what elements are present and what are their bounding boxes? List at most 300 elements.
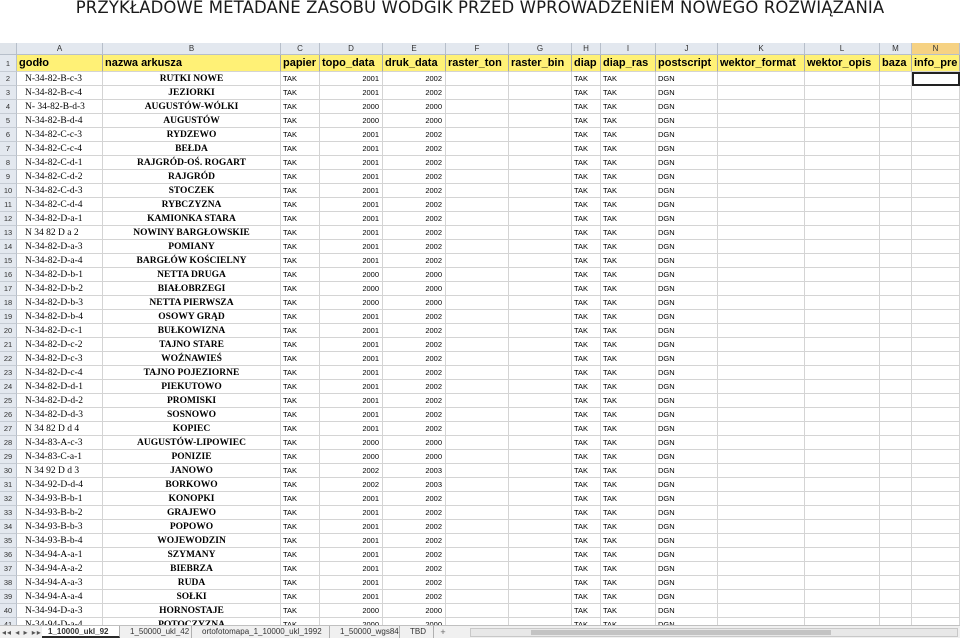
column-header-j[interactable]: J (656, 43, 718, 55)
cell[interactable]: 2000 (383, 296, 446, 310)
cell[interactable]: DGN (656, 548, 718, 562)
cell[interactable]: TAK (572, 534, 601, 548)
cell[interactable] (805, 184, 880, 198)
cell[interactable] (805, 380, 880, 394)
cell[interactable] (805, 240, 880, 254)
cell[interactable] (509, 226, 572, 240)
cell[interactable]: SZYMANY (103, 548, 281, 562)
header-cell-12[interactable]: wektor_opis (805, 55, 880, 72)
header-cell-5[interactable]: druk_data (383, 55, 446, 72)
cell[interactable]: NETTA PIERWSZA (103, 296, 281, 310)
cell[interactable] (446, 562, 509, 576)
cell[interactable]: 2002 (383, 240, 446, 254)
cell[interactable] (912, 268, 960, 282)
column-header-n[interactable]: N (912, 43, 960, 55)
cell[interactable] (509, 562, 572, 576)
cell[interactable] (446, 240, 509, 254)
cell[interactable] (718, 478, 805, 492)
cell[interactable]: TAK (572, 100, 601, 114)
cell[interactable]: TAK (572, 324, 601, 338)
cell[interactable] (880, 86, 912, 100)
cell[interactable]: N-34-82-C-d-2 (17, 170, 103, 184)
cell[interactable]: TAK (281, 534, 320, 548)
cell[interactable]: 2002 (383, 492, 446, 506)
cell[interactable] (509, 352, 572, 366)
sheet-tab-4[interactable]: 1_50000_wgs84 (334, 626, 400, 638)
cell[interactable]: DGN (656, 86, 718, 100)
cell[interactable] (446, 114, 509, 128)
row-number[interactable]: 3 (0, 86, 17, 100)
cell[interactable]: N-34-93-B-b-4 (17, 534, 103, 548)
cell[interactable]: BUŁKOWIZNA (103, 324, 281, 338)
cell[interactable]: 2002 (383, 142, 446, 156)
cell[interactable]: N-34-83-C-a-1 (17, 450, 103, 464)
cell[interactable]: TAK (572, 366, 601, 380)
cell[interactable] (805, 226, 880, 240)
cell[interactable]: 2002 (383, 198, 446, 212)
cell[interactable] (509, 436, 572, 450)
cell[interactable]: 2001 (320, 352, 383, 366)
cell[interactable]: TAK (281, 604, 320, 618)
cell[interactable] (880, 408, 912, 422)
cell[interactable]: TAK (281, 128, 320, 142)
cell[interactable]: RAJGRÓD-OŚ. ROGART (103, 156, 281, 170)
row-number[interactable]: 12 (0, 212, 17, 226)
cell[interactable]: 2000 (383, 268, 446, 282)
cell[interactable] (880, 478, 912, 492)
header-cell-10[interactable]: postscript (656, 55, 718, 72)
cell[interactable]: TAK (601, 604, 656, 618)
cell[interactable]: N 34 92 D d 3 (17, 464, 103, 478)
cell[interactable] (446, 338, 509, 352)
cell[interactable]: N-34-83-A-c-3 (17, 436, 103, 450)
row-number[interactable]: 29 (0, 450, 17, 464)
cell[interactable] (718, 86, 805, 100)
column-header-m[interactable]: M (880, 43, 912, 55)
cell[interactable]: DGN (656, 254, 718, 268)
cell[interactable] (509, 604, 572, 618)
cell[interactable] (880, 506, 912, 520)
cell[interactable]: TAK (281, 268, 320, 282)
cell[interactable]: TAK (281, 380, 320, 394)
cell[interactable]: TAK (572, 562, 601, 576)
cell[interactable]: DGN (656, 72, 718, 86)
cell[interactable]: 2002 (383, 128, 446, 142)
cell[interactable] (718, 366, 805, 380)
cell[interactable] (880, 436, 912, 450)
cell[interactable] (805, 142, 880, 156)
cell[interactable] (805, 366, 880, 380)
row-number[interactable]: 33 (0, 506, 17, 520)
cell[interactable]: 2003 (383, 464, 446, 478)
cell[interactable]: TAK (281, 562, 320, 576)
cell[interactable] (446, 226, 509, 240)
cell[interactable]: TAK (601, 128, 656, 142)
cell[interactable] (446, 352, 509, 366)
add-sheet-icon[interactable]: + (440, 627, 446, 637)
cell[interactable] (912, 464, 960, 478)
row-number[interactable]: 16 (0, 268, 17, 282)
cell[interactable]: DGN (656, 478, 718, 492)
cell[interactable]: TAK (572, 142, 601, 156)
cell[interactable]: DGN (656, 170, 718, 184)
cell[interactable]: TAK (601, 548, 656, 562)
cell[interactable]: TAK (572, 590, 601, 604)
cell[interactable]: 2000 (383, 450, 446, 464)
header-cell-2[interactable]: nazwa arkusza (103, 55, 281, 72)
cell[interactable]: TAK (281, 226, 320, 240)
cell[interactable] (912, 590, 960, 604)
cell[interactable]: N-34-82-D-c-1 (17, 324, 103, 338)
cell[interactable]: 2002 (383, 72, 446, 86)
cell[interactable]: DGN (656, 506, 718, 520)
cell[interactable] (912, 338, 960, 352)
cell[interactable]: TAK (601, 394, 656, 408)
cell[interactable]: TAK (601, 310, 656, 324)
cell[interactable]: TAK (281, 184, 320, 198)
cell[interactable]: GRAJEWO (103, 506, 281, 520)
cell[interactable] (446, 604, 509, 618)
cell[interactable] (912, 128, 960, 142)
cell[interactable]: TAK (572, 184, 601, 198)
cell[interactable]: TAK (572, 478, 601, 492)
cell[interactable]: TAK (572, 156, 601, 170)
cell[interactable] (718, 142, 805, 156)
cell[interactable] (912, 240, 960, 254)
cell[interactable] (880, 72, 912, 86)
cell[interactable]: RUDA (103, 576, 281, 590)
cell[interactable]: 2001 (320, 520, 383, 534)
cell[interactable]: N 34 82 D a 2 (17, 226, 103, 240)
column-header-a[interactable]: A (17, 43, 103, 55)
cell[interactable] (912, 86, 960, 100)
cell[interactable] (446, 254, 509, 268)
cell[interactable] (718, 296, 805, 310)
cell[interactable]: 2000 (320, 282, 383, 296)
cell[interactable] (446, 576, 509, 590)
cell[interactable]: TAK (572, 464, 601, 478)
cell[interactable] (509, 254, 572, 268)
cell[interactable]: TAK (601, 240, 656, 254)
cell[interactable]: POMIANY (103, 240, 281, 254)
cell[interactable] (446, 366, 509, 380)
cell[interactable]: TAK (601, 534, 656, 548)
cell[interactable] (805, 478, 880, 492)
cell[interactable] (446, 128, 509, 142)
cell[interactable] (912, 142, 960, 156)
cell[interactable]: TAK (281, 520, 320, 534)
cell[interactable]: TAK (572, 492, 601, 506)
cell[interactable] (912, 478, 960, 492)
cell[interactable] (805, 548, 880, 562)
cell[interactable]: TAK (281, 394, 320, 408)
cell[interactable] (805, 464, 880, 478)
cell[interactable]: TAK (601, 254, 656, 268)
cell[interactable] (805, 604, 880, 618)
row-number[interactable]: 31 (0, 478, 17, 492)
cell[interactable] (912, 394, 960, 408)
header-cell-4[interactable]: topo_data (320, 55, 383, 72)
cell[interactable]: DGN (656, 282, 718, 296)
cell[interactable]: 2002 (383, 562, 446, 576)
header-cell-8[interactable]: diap (572, 55, 601, 72)
cell[interactable] (718, 394, 805, 408)
cell[interactable] (509, 548, 572, 562)
cell[interactable] (446, 268, 509, 282)
header-cell-6[interactable]: raster_ton (446, 55, 509, 72)
cell[interactable]: 2002 (383, 366, 446, 380)
cell[interactable]: 2001 (320, 226, 383, 240)
cell[interactable]: N-34-82-D-b-2 (17, 282, 103, 296)
cell[interactable] (446, 548, 509, 562)
row-number[interactable]: 40 (0, 604, 17, 618)
cell[interactable]: SOSNOWO (103, 408, 281, 422)
cell[interactable]: BIAŁOBRZEGI (103, 282, 281, 296)
cell[interactable]: TAK (281, 282, 320, 296)
cell[interactable]: 2001 (320, 366, 383, 380)
row-number[interactable]: 15 (0, 254, 17, 268)
cell[interactable]: KOPIEC (103, 422, 281, 436)
cell[interactable]: 2001 (320, 562, 383, 576)
cell[interactable]: TAK (281, 548, 320, 562)
cell[interactable] (880, 254, 912, 268)
cell[interactable]: TAK (572, 604, 601, 618)
cell[interactable]: BIEBRZA (103, 562, 281, 576)
row-number[interactable]: 18 (0, 296, 17, 310)
cell[interactable]: N-34-92-D-d-4 (17, 478, 103, 492)
cell[interactable] (880, 352, 912, 366)
cell[interactable]: 2001 (320, 240, 383, 254)
cell[interactable]: N-34-82-D-c-4 (17, 366, 103, 380)
cell[interactable]: 2001 (320, 576, 383, 590)
cell[interactable]: 2000 (383, 100, 446, 114)
cell[interactable] (446, 156, 509, 170)
cell[interactable]: TAK (281, 100, 320, 114)
horizontal-scrollbar[interactable] (470, 628, 958, 637)
cell[interactable]: DGN (656, 156, 718, 170)
cell[interactable]: TAK (572, 86, 601, 100)
cell[interactable]: 2000 (320, 296, 383, 310)
cell[interactable]: AUGUSTÓW-LIPOWIEC (103, 436, 281, 450)
cell[interactable]: DGN (656, 520, 718, 534)
cell[interactable]: DGN (656, 380, 718, 394)
cell[interactable]: TAK (601, 72, 656, 86)
cell[interactable]: N-34-82-D-a-4 (17, 254, 103, 268)
cell[interactable] (805, 100, 880, 114)
cell[interactable]: OSOWY GRĄD (103, 310, 281, 324)
cell[interactable]: DGN (656, 422, 718, 436)
cell[interactable]: TAK (281, 478, 320, 492)
cell[interactable] (912, 548, 960, 562)
cell[interactable]: TAK (601, 352, 656, 366)
cell[interactable]: 2002 (383, 576, 446, 590)
cell[interactable] (912, 324, 960, 338)
cell[interactable]: TAK (601, 198, 656, 212)
cell[interactable] (718, 548, 805, 562)
cell[interactable]: N-34-94-A-a-2 (17, 562, 103, 576)
cell[interactable] (509, 450, 572, 464)
cell[interactable] (446, 296, 509, 310)
cell[interactable] (805, 422, 880, 436)
cell[interactable]: 2001 (320, 86, 383, 100)
cell[interactable] (805, 492, 880, 506)
row-number[interactable]: 34 (0, 520, 17, 534)
cell[interactable] (805, 338, 880, 352)
cell[interactable]: 2002 (383, 520, 446, 534)
cell[interactable]: 2001 (320, 212, 383, 226)
header-cell-11[interactable]: wektor_format (718, 55, 805, 72)
cell[interactable] (880, 156, 912, 170)
cell[interactable] (446, 506, 509, 520)
cell[interactable]: TAK (281, 590, 320, 604)
cell[interactable]: 2002 (383, 310, 446, 324)
cell[interactable]: 2002 (320, 478, 383, 492)
cell[interactable]: 2001 (320, 394, 383, 408)
cell[interactable]: N-34-82-D-c-3 (17, 352, 103, 366)
cell[interactable] (718, 492, 805, 506)
cell[interactable] (718, 380, 805, 394)
row-number[interactable]: 6 (0, 128, 17, 142)
cell[interactable] (805, 282, 880, 296)
cell[interactable]: TAK (281, 114, 320, 128)
cell[interactable]: DGN (656, 408, 718, 422)
cell[interactable] (718, 408, 805, 422)
cell[interactable] (718, 268, 805, 282)
cell[interactable] (509, 198, 572, 212)
cell[interactable] (880, 464, 912, 478)
column-header-g[interactable]: G (509, 43, 572, 55)
cell[interactable]: 2001 (320, 338, 383, 352)
cell[interactable]: 2002 (383, 184, 446, 198)
cell[interactable]: TAK (601, 562, 656, 576)
cell[interactable] (509, 422, 572, 436)
cell[interactable]: STOCZEK (103, 184, 281, 198)
cell[interactable]: TAK (572, 422, 601, 436)
cell[interactable] (912, 380, 960, 394)
cell[interactable]: TAK (281, 506, 320, 520)
cell[interactable] (446, 520, 509, 534)
cell[interactable] (718, 240, 805, 254)
cell[interactable]: 2001 (320, 422, 383, 436)
cell[interactable] (880, 576, 912, 590)
cell[interactable] (718, 170, 805, 184)
cell[interactable] (912, 254, 960, 268)
cell[interactable]: N-34-82-C-d-1 (17, 156, 103, 170)
cell[interactable]: DGN (656, 226, 718, 240)
cell[interactable]: DGN (656, 100, 718, 114)
row-number[interactable]: 39 (0, 590, 17, 604)
column-header-e[interactable]: E (383, 43, 446, 55)
cell[interactable]: 2002 (383, 156, 446, 170)
row-number[interactable]: 30 (0, 464, 17, 478)
cell[interactable] (880, 100, 912, 114)
cell[interactable] (805, 506, 880, 520)
cell[interactable] (718, 128, 805, 142)
cell[interactable]: 2002 (383, 408, 446, 422)
cell[interactable]: RYDZEWO (103, 128, 281, 142)
cell[interactable]: 2002 (383, 422, 446, 436)
cell[interactable] (718, 198, 805, 212)
cell[interactable]: SOŁKI (103, 590, 281, 604)
sheet-nav-arrows-icon[interactable]: ◂◂ ◂ ▸ ▸▸ (2, 628, 42, 637)
cell[interactable]: N-34-94-D-a-3 (17, 604, 103, 618)
cell[interactable]: 2002 (383, 380, 446, 394)
cell[interactable] (446, 142, 509, 156)
row-number[interactable]: 7 (0, 142, 17, 156)
cell[interactable]: TAK (601, 268, 656, 282)
cell[interactable] (718, 576, 805, 590)
cell[interactable]: N-34-94-A-a-1 (17, 548, 103, 562)
cell[interactable]: N-34-82-B-c-4 (17, 86, 103, 100)
cell[interactable]: 2000 (320, 604, 383, 618)
cell[interactable]: NETTA DRUGA (103, 268, 281, 282)
cell[interactable] (446, 422, 509, 436)
row-number[interactable]: 14 (0, 240, 17, 254)
cell[interactable] (446, 394, 509, 408)
cell[interactable] (805, 534, 880, 548)
cell[interactable]: N-34-93-B-b-1 (17, 492, 103, 506)
cell[interactable]: TAK (572, 198, 601, 212)
cell[interactable] (509, 282, 572, 296)
cell[interactable]: TAK (572, 520, 601, 534)
cell[interactable] (805, 212, 880, 226)
sheet-tab-1[interactable]: 1_10000_ukl_92 (42, 626, 120, 638)
cell[interactable] (805, 170, 880, 184)
row-number[interactable]: 23 (0, 366, 17, 380)
cell[interactable]: 2002 (383, 394, 446, 408)
row-number[interactable]: 10 (0, 184, 17, 198)
cell[interactable] (880, 450, 912, 464)
cell[interactable] (805, 296, 880, 310)
cell[interactable] (912, 226, 960, 240)
cell[interactable] (880, 534, 912, 548)
cell[interactable]: TAK (601, 478, 656, 492)
cell[interactable]: TAK (572, 576, 601, 590)
row-number[interactable]: 28 (0, 436, 17, 450)
cell[interactable]: TAK (601, 492, 656, 506)
cell[interactable] (718, 282, 805, 296)
cell[interactable]: TAK (601, 450, 656, 464)
cell[interactable]: TAK (281, 436, 320, 450)
cell[interactable]: KAMIONKA STARA (103, 212, 281, 226)
cell[interactable]: N-34-82-C-d-4 (17, 198, 103, 212)
cell[interactable] (509, 212, 572, 226)
cell[interactable]: 2002 (383, 590, 446, 604)
cell[interactable]: DGN (656, 310, 718, 324)
cell[interactable]: 2002 (383, 212, 446, 226)
cell[interactable]: TAK (601, 212, 656, 226)
cell[interactable] (718, 352, 805, 366)
cell[interactable] (880, 240, 912, 254)
cell[interactable] (446, 324, 509, 338)
cell[interactable] (446, 212, 509, 226)
cell[interactable]: N-34-82-B-d-4 (17, 114, 103, 128)
cell[interactable] (880, 142, 912, 156)
cell[interactable]: TAK (572, 240, 601, 254)
cell[interactable] (509, 268, 572, 282)
cell[interactable]: TAK (601, 506, 656, 520)
row-number[interactable]: 1 (0, 55, 17, 72)
select-all-corner[interactable] (0, 43, 17, 55)
cell[interactable]: TAK (601, 170, 656, 184)
column-header-h[interactable]: H (572, 43, 601, 55)
row-number[interactable]: 25 (0, 394, 17, 408)
cell[interactable] (509, 338, 572, 352)
cell[interactable] (912, 450, 960, 464)
cell[interactable] (912, 534, 960, 548)
cell[interactable]: TAK (572, 548, 601, 562)
cell[interactable] (912, 114, 960, 128)
